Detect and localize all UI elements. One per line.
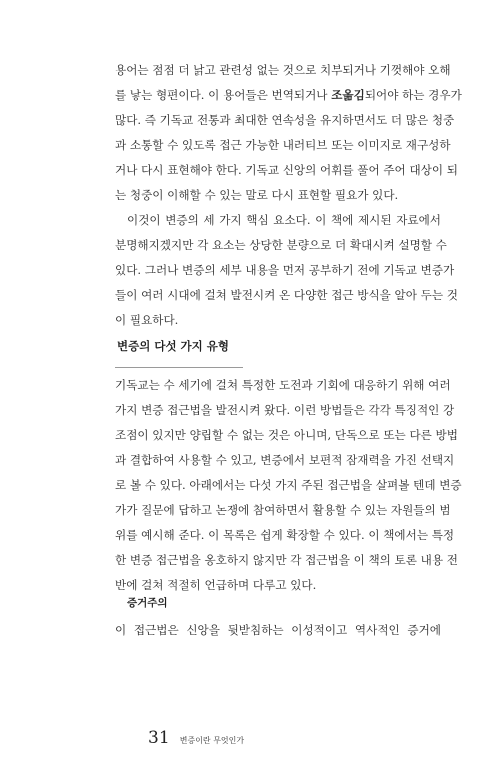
text-line: 로 볼 수 있다. 아래에서는 다섯 가지 주된 접근법을 살펴볼 텐데 변증 — [115, 478, 462, 492]
text-line: 용어는 점점 더 낡고 관련성 없는 것으로 치부되거나 기껏해야 오해 — [115, 63, 451, 77]
text-line: 반에 걸쳐 적절히 언급하며 다루고 있다. — [115, 578, 317, 592]
text-line: 과 결합하여 사용할 수 있고, 변증에서 보편적 잠재력을 가진 선택지 — [115, 453, 455, 467]
text-segment: 되어야 하는 경우가 — [364, 88, 462, 102]
text-line: 이것이 변증의 세 가지 핵심 요소다. 이 책에 제시된 자료에서 — [127, 213, 441, 227]
text-line: 가지 변증 접근법을 발전시켜 왔다. 이런 방법들은 각각 특징적인 강 — [115, 403, 455, 417]
text-line: 이 접근법은 신앙을 뒷받침하는 이성적이고 역사적인 증거에 — [115, 623, 441, 637]
text-line: 많다. 즉 기독교 전통과 최대한 연속성을 유지하면서도 더 많은 청중 — [115, 113, 455, 127]
subsection-heading: 증거주의 — [127, 597, 168, 609]
paragraph-three-elements — [115, 208, 458, 333]
text-line: 가가 질문에 답하고 논쟁에 참여하면서 활용할 수 있는 자원들의 범 — [115, 503, 451, 517]
paragraph-evidentialism — [115, 618, 441, 643]
text-line: 있다. 그러나 변증의 세부 내용을 먼저 공부하기 전에 기독교 변증가 — [115, 263, 455, 277]
text-line: 분명해지겠지만 각 요소는 상당한 분량으로 더 확대시켜 설명할 수 — [115, 238, 447, 252]
heading-underline — [115, 367, 243, 368]
text-line: 한 변증 접근법을 옹호하지 않지만 각 접근법을 이 책의 토론 내용 전 — [115, 553, 458, 567]
text-segment: 를 낳는 형편이다. 이 용어들은 번역되거나 — [115, 88, 332, 102]
paragraph-intro-continuation — [115, 58, 462, 208]
running-title: 변증이란 무엇인가 — [179, 736, 245, 745]
page-footer — [148, 728, 244, 748]
page-number: 31 — [148, 728, 170, 748]
emphasized-term: 조옮김 — [331, 88, 365, 102]
paragraph-five-approaches — [115, 373, 462, 598]
text-line: 과 소통할 수 있도록 접근 가능한 내러티브 또는 이미지로 재구성하 — [115, 138, 451, 152]
text-line: 조점이 있지만 양립할 수 없는 것은 아니며, 단독으로 또는 다른 방법 — [115, 428, 458, 442]
text-line: 기독교는 수 세기에 걸쳐 특정한 도전과 기회에 대응하기 위해 여러 — [115, 378, 451, 392]
text-line — [115, 83, 462, 108]
text-line: 거나 다시 표현해야 한다. 기독교 신앙의 어휘를 풀어 주어 대상이 되 — [115, 163, 458, 177]
text-line: 는 청중이 이해할 수 있는 말로 다시 표현할 필요가 있다. — [115, 188, 399, 202]
text-line: 이 필요하다. — [115, 313, 179, 327]
text-line: 들이 여러 시대에 걸쳐 발전시켜 온 다양한 접근 방식을 알아 두는 것 — [115, 288, 458, 302]
text-line: 위를 예시해 준다. 이 목록은 쉽게 확장할 수 있다. 이 책에서는 특정 — [115, 528, 455, 542]
section-heading: 변증의 다섯 가지 유형 — [117, 339, 229, 353]
